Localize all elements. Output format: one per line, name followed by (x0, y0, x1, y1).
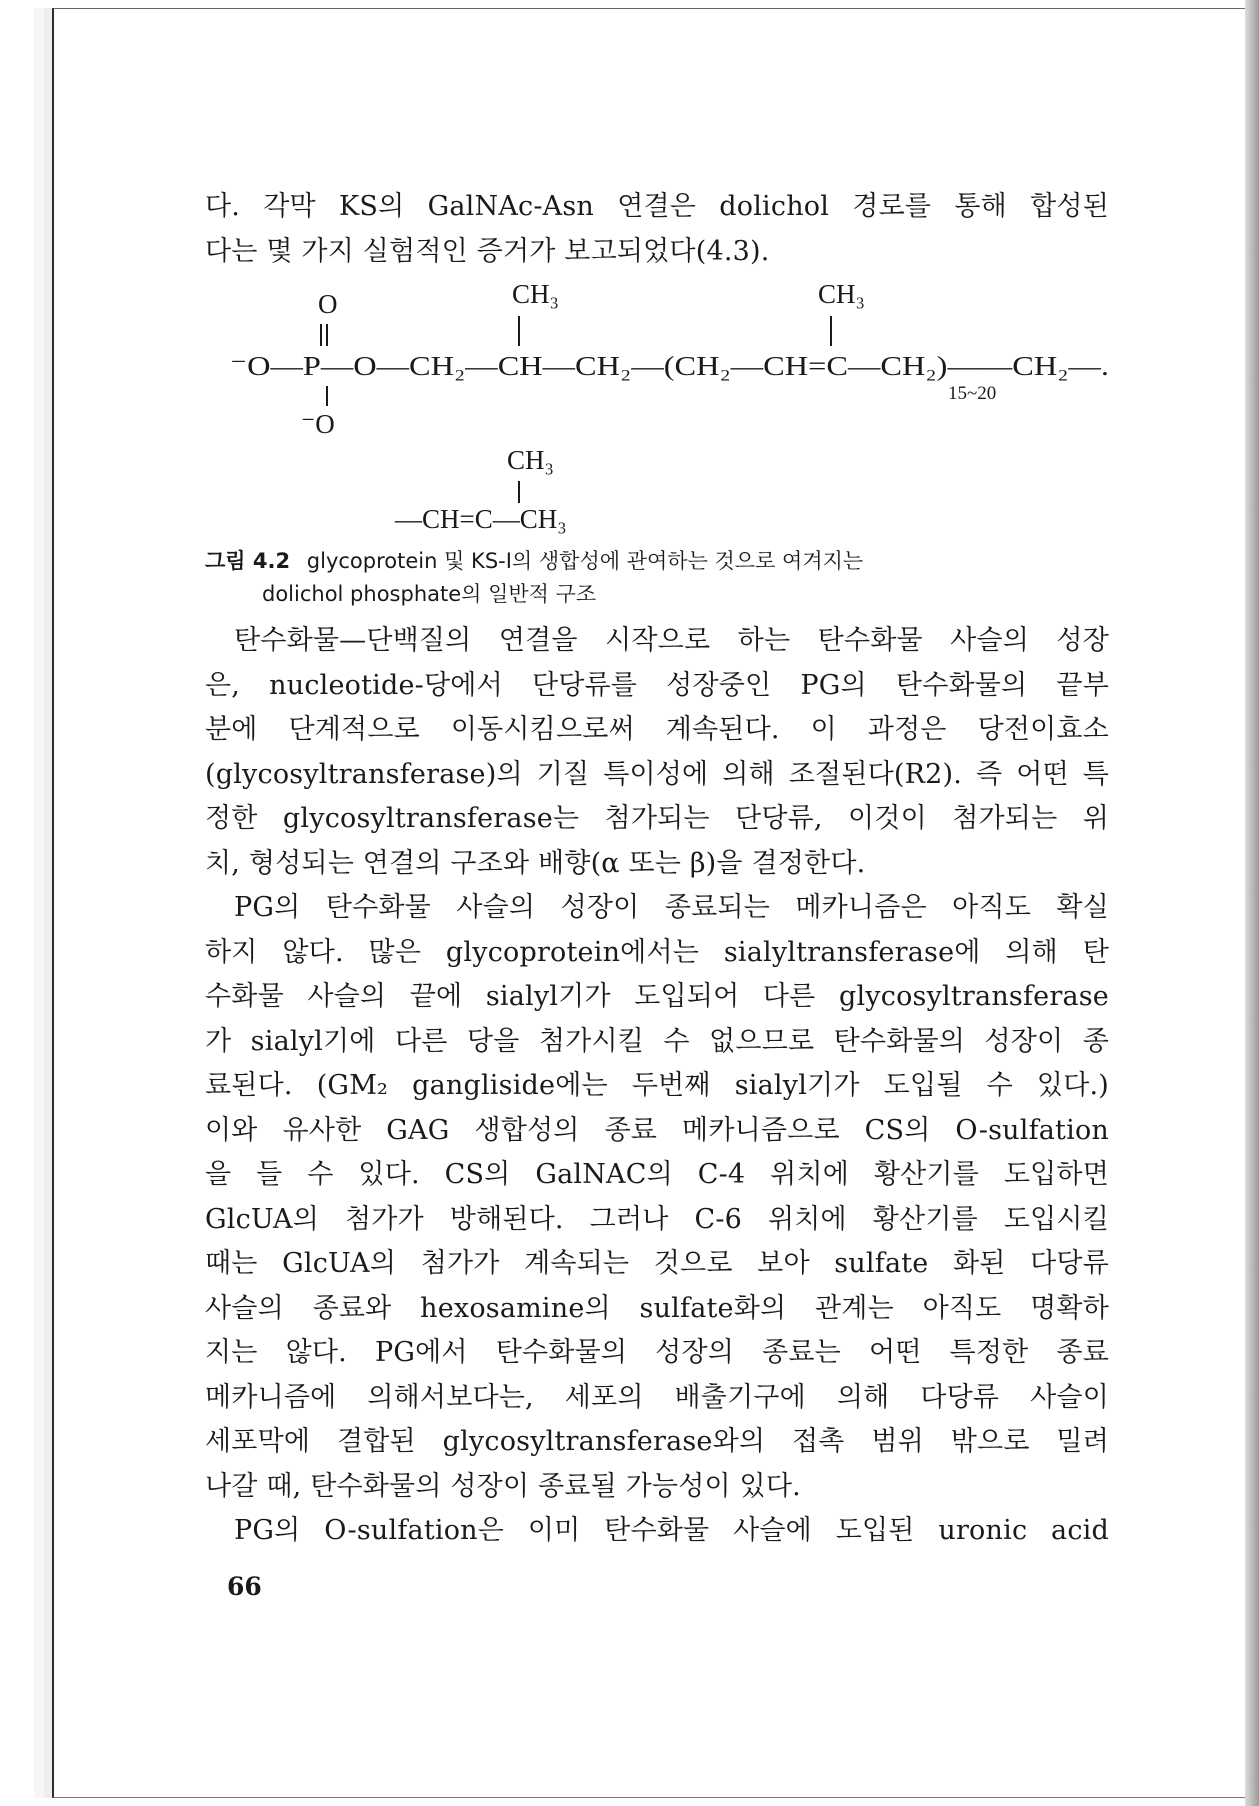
figure-caption (205, 545, 1109, 611)
text-line: 나갈 때, 탄수화물의 성장이 종료될 가능성이 있다. (205, 1470, 801, 1502)
structure-diagram (205, 278, 1109, 543)
paragraph-3 (205, 1509, 1109, 1554)
paragraph-top (205, 185, 1109, 274)
text-line: 탄수화물—단백질의 연결을 시작으로 하는 탄수화물 사슬의 성장 (234, 625, 1109, 656)
paragraph-2 (205, 886, 1109, 1509)
dolichol-phosphate-structure (205, 278, 1109, 543)
page-edge (1245, 0, 1259, 1806)
figure-label: 그림 4.2 (205, 549, 291, 573)
text-line: GlcUA의 첨가가 방해된다. 그러나 C-6 위치에 황산기를 도입시킬 (205, 1203, 1109, 1235)
paragraph-1 (205, 619, 1109, 886)
text-line: 분에 단계적으로 이동시킴으로써 계속된다. 이 과정은 당전이효소 (205, 714, 1109, 745)
text-line: 이와 유사한 GAG 생합성의 종료 메카니즘으로 CS의 O-sulfation (205, 1114, 1109, 1146)
text-line: 을 들 수 있다. CS의 GalNAC의 C-4 위치에 황산기를 도입하면 (205, 1159, 1109, 1190)
text-line: 사슬의 종료와 hexosamine의 sulfate화의 관계는 아직도 명확하 (205, 1292, 1109, 1324)
page-content (205, 185, 1109, 1554)
caption-line-2: dolichol phosphate의 일반적 구조 (262, 582, 597, 606)
methyl-group-c: CH₃ (507, 445, 554, 475)
text-line: 치, 형성되는 연결의 구조와 배향(α 또는 β)을 결정한다. (205, 847, 866, 879)
methyl-group-b: CH₃ (818, 279, 865, 309)
text-line: 은, nucleotide-당에서 단당류를 성장중인 PG의 탄수화물의 끝부 (205, 669, 1109, 701)
text-line: 정한 glycosyltransferase는 첨가되는 단당류, 이것이 첨가되는 위 (205, 803, 1109, 834)
main-chain: ⁻O—P—O—CH₂—CH—CH₂—(CH₂—CH=C—CH₂)——CH₂—. (230, 351, 1109, 381)
page-number: 66 (227, 1572, 262, 1601)
oxygen-bottom: ⁻O (301, 409, 335, 439)
text-line: 다. 각막 KS의 GalNAc-Asn 연결은 dolichol 경로를 통해 합성된 (205, 191, 1109, 222)
text-line: PG의 탄수화물 사슬의 성장이 종료되는 메카니즘은 아직도 확실 (234, 892, 1109, 923)
text-line: 다는 몇 가지 실험적인 증거가 보고되었다(4.3). (205, 235, 770, 267)
methyl-group-a: CH₃ (512, 279, 559, 309)
text-line: 세포막에 결합된 glycosyltransferase와의 접촉 범위 밖으로 밀려 (205, 1426, 1109, 1457)
end-group: —CH=C—CH₃ (395, 504, 567, 534)
text-line: PG의 O-sulfation은 이미 탄수화물 사슬에 도입된 uronic acid (234, 1515, 1109, 1546)
text-line: 지는 않다. PG에서 탄수화물의 성장의 종료는 어떤 특정한 종료 (205, 1337, 1109, 1368)
oxygen-top: O (318, 289, 338, 319)
text-line: 메카니즘에 의해서보다는, 세포의 배출기구에 의해 다당류 사슬이 (205, 1381, 1109, 1413)
text-line: 때는 GlcUA의 첨가가 계속되는 것으로 보아 sulfate 화된 다당류 (205, 1248, 1109, 1279)
text-line: 료된다. (GM₂ gangliside에는 두번째 sialyl기가 도입될 수 있다.) (205, 1070, 1109, 1101)
text-line: (glycosyltransferase)의 기질 특이성에 의해 조절된다(R2). 즉 어떤 특 (205, 758, 1109, 790)
caption-line-1: glycoprotein 및 KS-I의 생합성에 관여하는 것으로 여겨지는 (306, 549, 864, 573)
text-line: 수화물 사슬의 끝에 sialyl기가 도입되어 다른 glycosyltransferase (205, 981, 1109, 1012)
text-line: 하지 않다. 많은 glycoprotein에서는 sialyltransferase에 의해 탄 (205, 936, 1109, 968)
text-line: 가 sialyl기에 다른 당을 첨가시킬 수 없으므로 탄수화물의 성장이 종 (205, 1025, 1109, 1057)
repeat-subscript: 15~20 (948, 383, 997, 404)
